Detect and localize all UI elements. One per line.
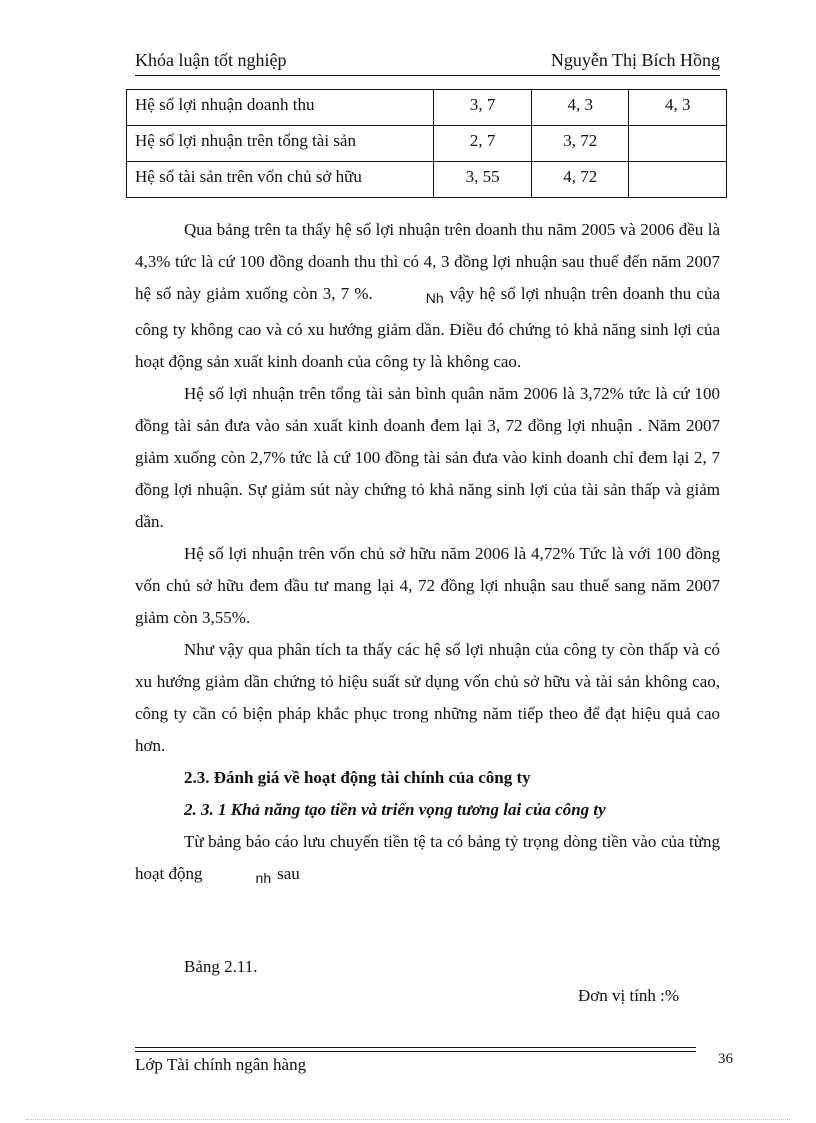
paragraph-profit-on-assets: Hệ số lợi nhuận trên tổng tài sản bình quân năm 2006 là 3,72% tức là cứ 100 đồng tài sản đưa vào sản xuất kinh doanh đem lại 3, 72 đồng lợi nhuận . Năm 2007 giảm xuống còn 2,7% tức là cứ 100 đồng tài sản đưa vào kinh doanh chỉ đem lại 2, 7 đồng lợi nhuận. Sự giảm sút này chứng tỏ khả năng sinh lợi của tài sản thấp và giảm dần. [135,384,720,531]
table-cell-value: 3, 7 [434,90,532,126]
table-caption: Bảng 2.11. [184,957,258,976]
paragraph-profit-on-equity: Hệ số lợi nhuận trên vốn chủ sở hữu năm 2006 là 4,72% Tức là với 100 đồng vốn chủ sở hữu đem đầu tư mang lại 4, 72 đồng lợi nhuận sau thuế sang năm 2007 giảm còn 3,55%. [135,544,720,627]
section-heading: 2.3. Đánh giá về hoạt động tài chính của công ty [184,768,531,787]
table-cell-value [629,162,727,198]
paragraph-profit-on-revenue [135,214,720,378]
table-cell-value: 3, 72 [531,126,629,162]
table-cell-label: Hệ số tài sản trên vốn chủ sở hữu [127,162,434,198]
header-author-name: Nguyễn Thị Bích Hồng [550,50,720,70]
table-cell-label: Hệ số lợi nhuận trên tổng tài sản [127,126,434,162]
table-cell-value [629,126,727,162]
table-row [127,162,727,198]
table-cell-value: 4, 3 [531,90,629,126]
subsection-heading: 2. 3. 1 Khả năng tạo tiền và triển vọng tương lai của công ty [184,800,606,819]
paragraph-text: Từ bảng báo cáo lưu chuyển tiền tệ ta có bảng tỷ trọng dòng tiền vào của từng hoạt động [135,832,720,883]
footer-class-name: Lớp Tài chính ngân hàng [135,1055,307,1074]
unit-label: Đơn vị tính :% [578,986,680,1005]
page-bottom-border [26,1119,790,1120]
paragraph-cash-flow-intro [135,826,720,894]
table-row [127,90,727,126]
page-header [135,48,720,74]
table-row [127,126,727,162]
header-thesis-title: Khóa luận tốt nghiệp [135,50,287,70]
footer-rule [135,1051,696,1052]
table-cell-value: 3, 55 [434,162,532,198]
body-text [135,214,720,894]
page-number: 36 [718,1051,733,1067]
paragraph-conclusion: Như vậy qua phân tích ta thấy các hệ số lợi nhuận của công ty còn thấp và có xu hướng giảm dần chứng tỏ hiệu suất sử dụng vốn chủ sở hữu và tài sản không cao, công ty cần có biện pháp khắc phục trong những năm tiếp theo để đạt hiệu quả cao hơn. [135,640,720,755]
table-cell-value: 2, 7 [434,126,532,162]
paragraph-text: vậy hệ số lợi nhuận trên doanh thu của công ty không cao và có xu hướng giảm dần. Điều đó chứng tỏ khả năng sinh lợi của hoạt động sản xuất kinh doanh của công ty là không cao. [135,284,721,371]
stray-text-fragment: Nh [425,290,444,306]
table-cell-value: 4, 3 [629,90,727,126]
header-rule [135,75,720,76]
footer-rule [135,1047,696,1048]
profit-ratio-table [126,89,727,198]
table-cell-label: Hệ số lợi nhuận doanh thu [127,90,434,126]
table-cell-value: 4, 72 [531,162,629,198]
paragraph-text: Qua bảng trên ta thấy hệ số lợi nhuận trên doanh thu năm 2005 và 2006 đều là 4,3% tức là cứ 100 đồng doanh thu thì có 4, 3 đồng lợi nhuận sau thuế đến năm 2007 hệ số này giảm xuống còn 3, 7 %. [135,220,720,303]
stray-text-fragment: nh [255,870,272,886]
paragraph-text: sau [277,864,300,883]
